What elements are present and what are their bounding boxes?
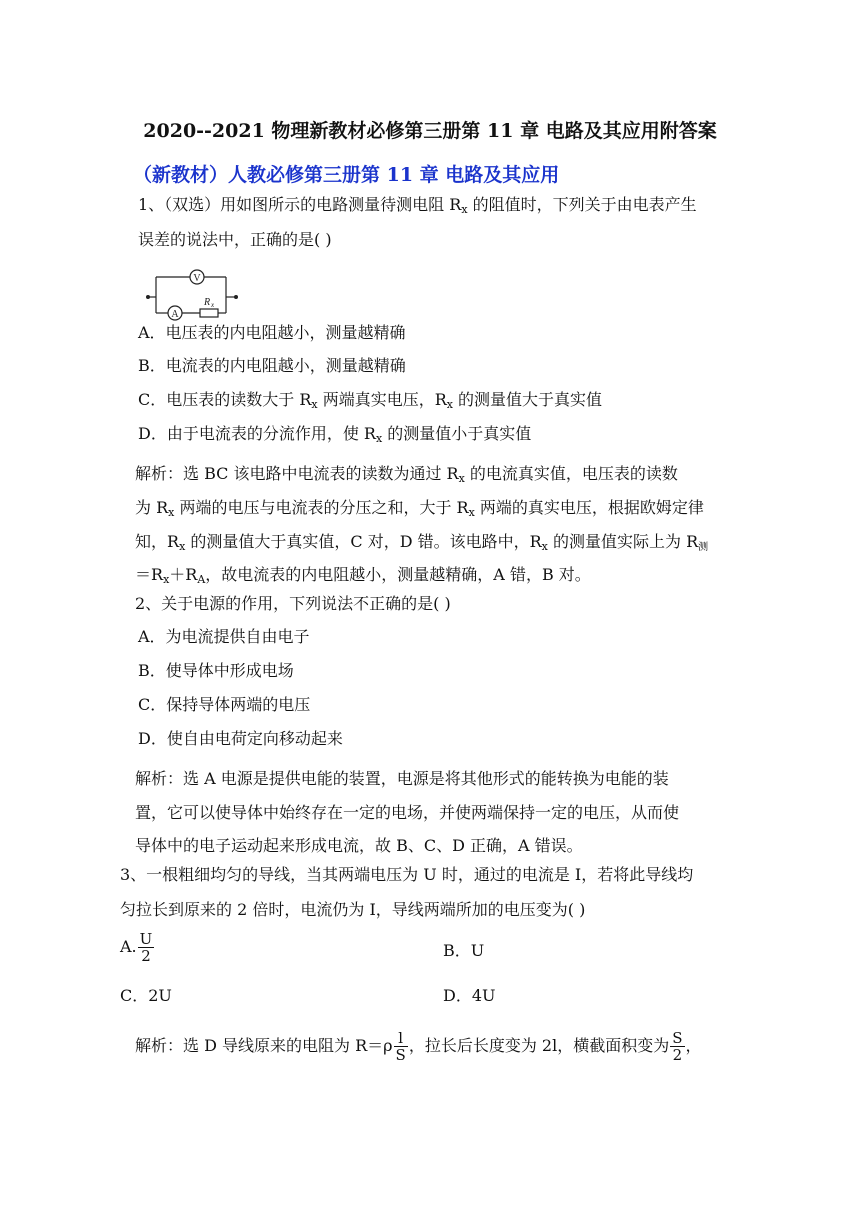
q3-option-a: A. $\frac{U}{2}$ (120, 930, 153, 965)
q2-stem: 2、关于电源的作用，下列说法不正确的是( ) (135, 594, 451, 613)
fraction-s-over-2: $\frac{S}{2}$ (672, 1029, 683, 1064)
voltmeter-label: V (193, 273, 201, 284)
resistor-label: R (204, 297, 211, 308)
q2-option-d: D．使自由电荷定向移动起来 (138, 729, 343, 748)
q1-solution-line3: 知，$R_x$ 的测量值大于真实值，C 对，D 错。该电路中，$R_x$ 的测量值实际上为 $R_测$ (135, 532, 709, 553)
q1-option-b: B．电流表的内电阻越小，测量越精确 (138, 356, 406, 375)
q1-option-a: A．电压表的内电阻越小，测量越精确 (138, 323, 406, 342)
q3-stem-line1: 3、一根粗细均匀的导线，当其两端电压为 U 时，通过的电流是 I，若将此导线均 (120, 865, 694, 884)
chapter-subtitle: （新教材）人教必修第三册第 11 章 电路及其应用 (133, 164, 560, 186)
fraction-l-over-s: $\frac{l}{S}$ (395, 1029, 406, 1064)
q2-solution-line2: 置，它可以使导体中始终存在一定的电场，并使两端保持一定的电压，从而使 (135, 803, 680, 822)
q1-solution-line4: $=R_x+R_A$，故电流表的内电阻越小，测量越精确，A 错，B 对。 (135, 565, 591, 586)
q1-stem-line2: 误差的说法中，正确的是( ) (138, 230, 332, 249)
q1-option-c: C．电压表的读数大于 $R_x$ 两端真实电压，$R_x$ 的测量值大于真实值 (138, 390, 603, 411)
q3-option-c: C．2U (120, 986, 172, 1005)
q2-option-b: B．使导体中形成电场 (138, 661, 294, 680)
q1-option-d: D．由于电流表的分流作用，使 $R_x$ 的测量值小于真实值 (138, 424, 532, 445)
resistor-subscript: x (211, 301, 215, 309)
q1-solution-line1: 解析：选 BC 该电路中电流表的读数为通过 $R_x$ 的电流真实值，电压表的读数 (135, 464, 678, 485)
ammeter-label: A (171, 309, 179, 320)
q2-solution-line3: 导体中的电子运动起来形成电流，故 B、C、D 正确，A 错误。 (135, 836, 583, 855)
q3-stem-line2: 匀拉长到原来的 2 倍时，电流仍为 I，导线两端所加的电压变为( ) (120, 900, 586, 919)
fraction-u-over-2: $\frac{U}{2}$ (139, 930, 153, 965)
q2-option-c: C．保持导体两端的电压 (138, 695, 311, 714)
q2-solution-line1: 解析：选 A 电源是提供电能的装置，电源是将其他形式的能转换为电能的装 (135, 769, 669, 788)
q1-stem-line1: 1、（双选）用如图所示的电路测量待测电阻 $R_x$ 的阻值时，下列关于由电表产生 (138, 195, 697, 216)
q1-solution-line2: 为 $R_x$ 两端的电压与电流表的分压之和，大于 $R_x$ 两端的真实电压，根据欧姆定律 (135, 498, 704, 519)
q3-option-d: D．4U (443, 986, 496, 1005)
document-title: 2020--2021 物理新教材必修第三册第 11 章 电路及其应用附答案 (143, 120, 717, 142)
circuit-diagram (140, 265, 250, 321)
q3-solution-line1: 解析：选 D 导线原来的电阻为 R＝ρ $\frac{l}{S}$ ，拉长后长度变为 2l，横截面积变为 $\frac{S}{2}$ ， (135, 1029, 702, 1064)
q2-option-a: A．为电流提供自由电子 (138, 627, 310, 646)
q3-option-b: B．U (443, 941, 485, 960)
